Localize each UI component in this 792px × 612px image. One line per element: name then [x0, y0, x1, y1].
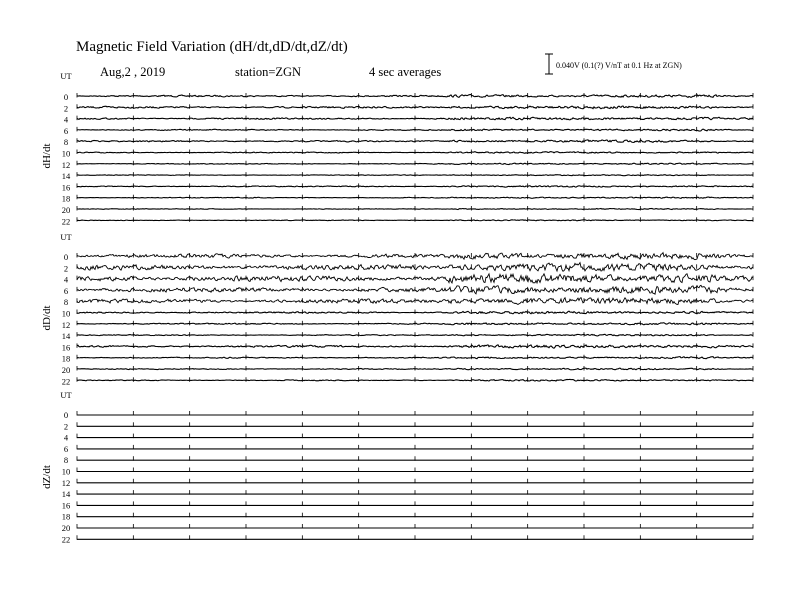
row-label: 4 [63, 274, 69, 285]
chart-title: Magnetic Field Variation (dH/dt,dD/dt,dZ/dt) [76, 39, 348, 55]
panels-group [41, 71, 753, 544]
row-label: 0 [63, 92, 69, 102]
row-label: 16 [61, 182, 71, 193]
row-label: 10 [61, 148, 71, 159]
row-label: 14 [61, 489, 71, 500]
row-label: 8 [63, 137, 69, 148]
row-label: 16 [61, 500, 71, 511]
row-label: 10 [61, 308, 71, 319]
row-label: 4 [63, 114, 69, 125]
row-label: 12 [61, 159, 71, 170]
row-label: 8 [63, 455, 69, 466]
row-label: 0 [63, 410, 69, 420]
row-label: 8 [63, 297, 69, 308]
row-label: 22 [61, 376, 71, 387]
panel-0 [41, 71, 753, 226]
trace-line [77, 175, 753, 176]
row-label: 4 [63, 432, 69, 443]
row-label: 16 [61, 342, 71, 353]
trace-line [77, 197, 753, 198]
row-label: 18 [61, 193, 71, 204]
date-label: Aug,2 , 2019 [100, 65, 166, 79]
row-label: 20 [61, 365, 71, 375]
row-label: 18 [61, 511, 71, 522]
row-label: 10 [61, 466, 71, 477]
station-label: station=ZGN [235, 65, 302, 79]
trace-line [77, 220, 753, 221]
row-label: 6 [63, 125, 69, 136]
row-label: 0 [63, 252, 69, 262]
row-label: 20 [61, 205, 71, 215]
row-label: 12 [61, 477, 71, 488]
trace-line [77, 208, 753, 209]
panel-ylabel: dH/dt [41, 143, 53, 169]
row-label: 2 [63, 103, 69, 114]
panel-2 [41, 390, 753, 544]
scale-bar [545, 54, 553, 74]
row-label: 6 [63, 285, 69, 296]
row-axis-label: UT [60, 71, 72, 81]
row-label: 2 [63, 421, 69, 432]
row-label: 12 [61, 319, 71, 330]
row-label: 6 [63, 443, 69, 454]
row-axis-label: UT [60, 390, 72, 400]
row-label: 20 [61, 523, 71, 533]
row-label: 14 [61, 171, 71, 182]
panel-ylabel: dZ/dt [41, 465, 53, 489]
row-axis-label: UT [60, 232, 72, 242]
scale-bar-label: 0.040V (0.1(?) V/nT at 0.1 Hz at ZGN) [556, 61, 682, 70]
panel-1 [41, 232, 753, 386]
row-label: 2 [63, 263, 69, 274]
row-label: 18 [61, 353, 71, 364]
row-label: 14 [61, 331, 71, 342]
row-label: 22 [61, 216, 71, 227]
panel-ylabel: dD/dt [41, 305, 53, 331]
averaging-label: 4 sec averages [369, 65, 442, 79]
row-label: 22 [61, 534, 71, 545]
